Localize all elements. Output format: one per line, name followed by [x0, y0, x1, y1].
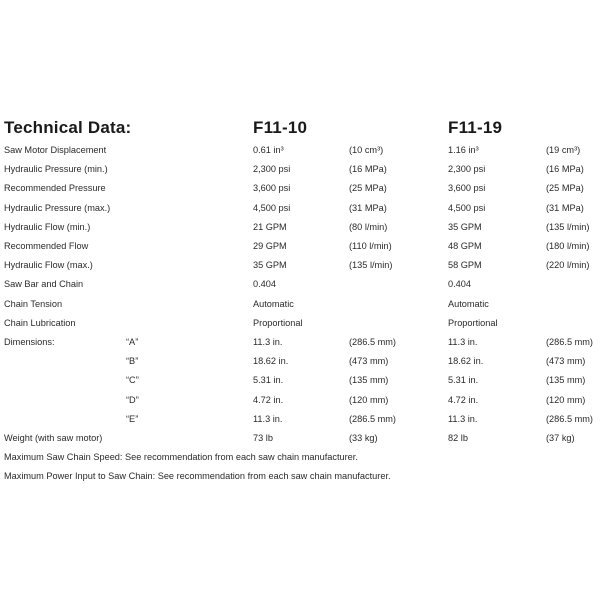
f11-19-value: 48 GPM — [448, 241, 482, 251]
f11-10-metric: (286.5 mm) — [349, 337, 396, 347]
f11-19-metric: (473 mm) — [546, 356, 586, 367]
table-row — [0, 199, 600, 218]
dimension-letter: “E” — [126, 413, 139, 424]
spec-label: Weight (with saw motor) — [4, 433, 103, 443]
f11-10-value: 11.3 in. — [253, 337, 283, 347]
spec-label: Dimensions: — [4, 337, 55, 347]
f11-10-value: 29 GPM — [253, 241, 287, 251]
spec-label: Hydraulic Pressure (max.) — [4, 202, 111, 213]
f11-19-value: Proportional — [448, 317, 498, 328]
dimension-letter: “B” — [126, 356, 139, 367]
f11-10-metric: (286.5 mm) — [349, 413, 396, 424]
f11-10-value: 73 lb — [253, 433, 273, 443]
table-row — [0, 314, 600, 333]
spec-label: Recommended Pressure — [4, 183, 106, 194]
spec-label: Saw Motor Displacement — [4, 145, 107, 155]
f11-10-metric: (120 mm) — [349, 394, 389, 405]
f11-19-metric: (286.5 mm) — [546, 413, 593, 424]
table-row — [0, 237, 600, 256]
table-row — [0, 256, 600, 275]
f11-10-value: 18.62 in. — [253, 356, 289, 367]
footnote: Maximum Power Input to Saw Chain: See recommendation from each saw chain manufacturer. — [4, 471, 391, 482]
table-row — [0, 141, 600, 160]
f11-10-value: 11.3 in. — [253, 413, 283, 424]
f11-10-value: Proportional — [253, 317, 303, 328]
spec-label: Hydraulic Flow (max.) — [4, 260, 93, 271]
f11-10-metric: (25 MPa) — [349, 183, 387, 194]
table-row — [0, 218, 600, 237]
table-row — [0, 275, 600, 294]
model-header-f11-10: F11-10 — [253, 118, 308, 137]
table-row — [0, 371, 600, 390]
table-row — [0, 295, 600, 314]
f11-19-metric: (180 l/min) — [546, 241, 590, 251]
f11-19-metric: (120 mm) — [546, 394, 586, 405]
f11-19-value: 82 lb — [448, 433, 468, 443]
table-row — [0, 429, 600, 448]
f11-19-metric: (19 cm³) — [546, 145, 581, 155]
f11-10-value: 4.72 in. — [253, 394, 284, 405]
spec-label: Recommended Flow — [4, 241, 89, 251]
f11-19-metric: (286.5 mm) — [546, 337, 593, 347]
dimension-letter: “D” — [126, 394, 139, 405]
f11-10-value: 3,600 psi — [253, 183, 291, 194]
f11-19-metric: (220 l/min) — [546, 260, 590, 271]
f11-19-value: 4,500 psi — [448, 202, 486, 213]
spec-label: Hydraulic Pressure (min.) — [4, 164, 108, 175]
f11-10-value: 21 GPM — [253, 221, 287, 232]
f11-10-metric: (10 cm³) — [349, 145, 384, 155]
f11-10-metric: (135 l/min) — [349, 260, 393, 271]
footnote: Maximum Saw Chain Speed: See recommendation from each saw chain manufacturer. — [4, 452, 358, 463]
f11-19-value: 1.16 in³ — [448, 145, 479, 155]
spec-label: Chain Lubrication — [4, 317, 76, 328]
table-row — [0, 410, 600, 429]
f11-19-value: 58 GPM — [448, 260, 482, 271]
f11-19-value: 11.3 in. — [448, 413, 478, 424]
spec-label: Hydraulic Flow (min.) — [4, 221, 91, 232]
table-title: Technical Data: — [4, 118, 132, 137]
spec-label: Saw Bar and Chain — [4, 279, 84, 290]
f11-19-metric: (135 l/min) — [546, 221, 590, 232]
f11-19-metric: (135 mm) — [546, 375, 586, 386]
f11-10-value: 5.31 in. — [253, 375, 284, 386]
f11-10-value: 2,300 psi — [253, 164, 291, 175]
table-row — [0, 391, 600, 410]
f11-19-value: 5.31 in. — [448, 375, 479, 386]
f11-19-value: 35 GPM — [448, 221, 482, 232]
model-header-f11-19: F11-19 — [448, 118, 503, 137]
f11-10-metric: (135 mm) — [349, 375, 389, 386]
f11-10-value: 0.61 in³ — [253, 145, 284, 155]
f11-10-metric: (33 kg) — [349, 433, 378, 443]
f11-19-value: 4.72 in. — [448, 394, 479, 405]
f11-19-value: 3,600 psi — [448, 183, 486, 194]
f11-10-value: 35 GPM — [253, 260, 287, 271]
table-row — [0, 160, 600, 179]
f11-19-value: 0.404 — [448, 279, 471, 290]
f11-10-metric: (110 l/min) — [349, 241, 392, 251]
f11-10-metric: (31 MPa) — [349, 202, 387, 213]
f11-19-value: Automatic — [448, 298, 489, 309]
f11-10-value: 4,500 psi — [253, 202, 291, 213]
f11-19-metric: (16 MPa) — [546, 164, 584, 175]
spec-label: Chain Tension — [4, 298, 63, 309]
table-row — [0, 179, 600, 198]
f11-19-value: 18.62 in. — [448, 356, 484, 367]
f11-10-value: Automatic — [253, 298, 294, 309]
f11-10-metric: (16 MPa) — [349, 164, 387, 175]
f11-19-metric: (31 MPa) — [546, 202, 584, 213]
f11-19-value: 2,300 psi — [448, 164, 486, 175]
table-row — [0, 352, 600, 371]
f11-19-value: 11.3 in. — [448, 337, 478, 347]
f11-10-value: 0.404 — [253, 279, 276, 290]
f11-10-metric: (473 mm) — [349, 356, 389, 367]
dimension-letter: “A” — [126, 337, 139, 347]
dimension-letter: “C” — [126, 375, 139, 386]
f11-19-metric: (37 kg) — [546, 433, 575, 443]
f11-10-metric: (80 l/min) — [349, 221, 388, 232]
table-row — [0, 333, 600, 352]
f11-19-metric: (25 MPa) — [546, 183, 584, 194]
